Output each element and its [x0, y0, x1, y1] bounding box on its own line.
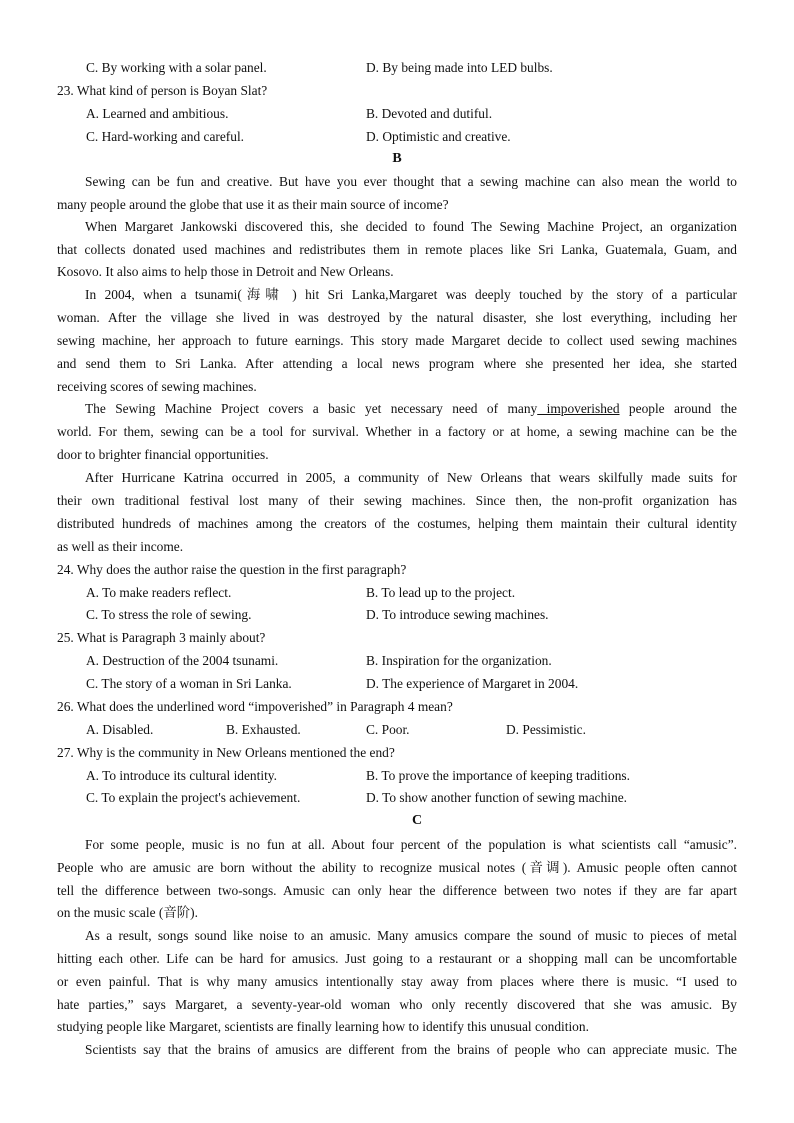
b-p3-line: In 2004, when a tsunami(海啸 ) hit Sri Lanka,Margaret was deeply touched by the story of a particular [85, 287, 737, 302]
c-p1-line: tell the difference between two-songs. Amusic can only hear the difference between two notes if they are far apart [57, 883, 737, 898]
section-c-heading: C [411, 813, 423, 828]
c-p3-line: Scientists say that the brains of amusics are different from the brains of people who can appreciate music. The [85, 1042, 737, 1057]
c-p2-line: studying people like Margaret, scientists are finally learning how to identify this unusual condition. [57, 1019, 589, 1034]
q26-option-a: A. Disabled. [86, 722, 154, 737]
c-p1-line: on the music scale (音阶). [57, 905, 198, 920]
q27-stem: 27. Why is the community in New Orleans mentioned the end? [57, 745, 395, 760]
section-b-heading: B [392, 151, 402, 166]
c-p1-line: For some people, music is no fun at all. About four percent of the population is what scientists call “amusic”. [85, 837, 737, 852]
q24-option-b: B. To lead up to the project. [366, 585, 516, 600]
c-p2-line: hate parties,” says Margaret, a seventy-year-old woman who only recently discovered that she was amusic. By [57, 997, 737, 1012]
b-p4-text-before: The Sewing Machine Project covers a basic yet necessary need of many [85, 401, 538, 416]
underlined-word-impoverished: impoverished [537, 401, 620, 416]
b-p5-line: as well as their income. [57, 539, 184, 554]
c-p2-line: As a result, songs sound like noise to an amusic. Many amusics compare the sound of music to pieces of metal [85, 928, 737, 943]
q23-option-a: A. Learned and ambitious. [86, 106, 229, 121]
b-p4-text-after: people around the [619, 401, 737, 416]
q25-option-d: D. The experience of Margaret in 2004. [366, 676, 579, 691]
q26-option-c: C. Poor. [366, 722, 410, 737]
b-p4-line: world. For them, sewing can be a tool for survival. Whether in a factory or at home, a sewing machine can be the [57, 424, 737, 439]
b-p1-line: Sewing can be fun and creative. But have you ever thought that a sewing machine can also mean the world to [85, 174, 737, 189]
q24-option-c: C. To stress the role of sewing. [86, 607, 252, 622]
c-p2-line: or even painful. That is why many amusics intentionally stay away from places where there is music. “I used to [57, 974, 737, 989]
b-p5-line: their own traditional festival lost many of their sewing machines. Since then, the non-profit organization has [57, 493, 737, 508]
b-p2-line: that collects donated used machines and redistributes them in remote places like Sri Lanka, Guatemala, Guam, and [57, 242, 737, 257]
b-p4-line [57, 400, 737, 418]
b-p5-line: After Hurricane Katrina occurred in 2005, a community of New Orleans that wears skilfully made suits for [85, 470, 737, 485]
b-p2-line: When Margaret Jankowski discovered this, she decided to found The Sewing Machine Project, an organization [85, 219, 737, 234]
q23-option-c: C. Hard-working and careful. [86, 129, 245, 144]
q24-option-a: A. To make readers reflect. [86, 585, 232, 600]
q22-option-d: D. By being made into LED bulbs. [366, 60, 553, 75]
q23-option-d: D. Optimistic and creative. [366, 129, 511, 144]
q27-option-a: A. To introduce its cultural identity. [86, 768, 277, 783]
q25-option-c: C. The story of a woman in Sri Lanka. [86, 676, 292, 691]
q22-option-c: C. By working with a solar panel. [86, 60, 267, 75]
b-p4-line: door to brighter financial opportunities. [57, 447, 269, 462]
q26-option-d: D. Pessimistic. [506, 722, 586, 737]
q26-option-b: B. Exhausted. [226, 722, 301, 737]
b-p3-line: and send them to Sri Lanka. After attending a local news program where she presented her idea, she started [57, 356, 737, 371]
q25-option-b: B. Inspiration for the organization. [366, 653, 552, 668]
q27-option-d: D. To show another function of sewing machine. [366, 790, 627, 805]
b-p3-line: sewing machine, her approach to future earnings. This story made Margaret decide to collect used sewing machines [57, 333, 737, 348]
c-p2-line: hitting each other. Life can be hard for amusics. Just going to a restaurant or a shopping mall can be uncomfortable [57, 951, 737, 966]
b-p3-line: receiving scores of sewing machines. [57, 379, 257, 394]
q24-option-d: D. To introduce sewing machines. [366, 607, 549, 622]
q25-option-a: A. Destruction of the 2004 tsunami. [86, 653, 279, 668]
b-p5-line: distributed hundreds of machines among the creators of the costumes, helping them maintain their cultural identity [57, 516, 737, 531]
q27-option-c: C. To explain the project's achievement. [86, 790, 301, 805]
q27-option-b: B. To prove the importance of keeping traditions. [366, 768, 630, 783]
q23-option-b: B. Devoted and dutiful. [366, 106, 493, 121]
q24-stem: 24. Why does the author raise the question in the first paragraph? [57, 562, 407, 577]
b-p3-line: woman. After the village she lived in was destroyed by the natural disaster, she lost everything, including her [57, 310, 737, 325]
c-p1-line: People who are amusic are born without the ability to recognize musical notes (音调). Amusic people often cannot [57, 860, 737, 875]
q25-stem: 25. What is Paragraph 3 mainly about? [57, 630, 266, 645]
b-p2-line: Kosovo. It also aims to help those in Detroit and New Orleans. [57, 264, 394, 279]
q26-stem: 26. What does the underlined word “impoverished” in Paragraph 4 mean? [57, 699, 453, 714]
q23-stem: 23. What kind of person is Boyan Slat? [57, 83, 268, 98]
b-p1-line: many people around the globe that use it as their main source of income? [57, 197, 449, 212]
